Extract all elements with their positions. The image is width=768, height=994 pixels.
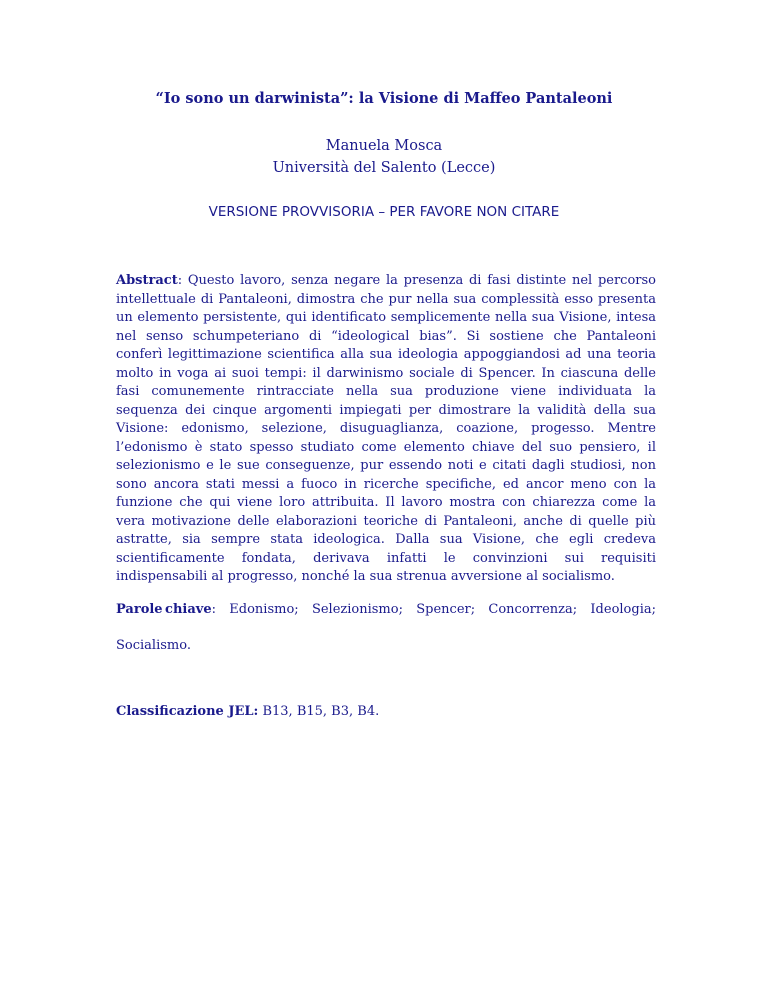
keyword-item: Edonismo; [229,602,299,617]
keywords [116,601,656,655]
draft-notice: VERSIONE PROVVISORIA – PER FAVORE NON CITARE [208,204,560,220]
jel-label: Classificazione JEL: [116,704,259,719]
keyword-item: Socialismo. [116,637,191,653]
jel-codes: B13, B15, B3, B4. [258,704,380,719]
keywords-label-word: chiave: [165,602,216,617]
keyword-item: Spencer; [416,602,476,617]
abstract-separator: : [177,273,188,288]
abstract-label: Abstract [116,273,178,288]
author-name: Manuela Mosca [325,138,443,154]
paper-title: “Io sono un darwinista”: la Visione di Maffeo Pantaleoni [155,90,613,107]
abstract-text: Questo lavoro, senza negare la presenza di fasi distinte nel percorso intellettuale di Pantaleoni, dimostra che pur nella sua complessità esso presenta un elemento persistente, qui identificato semplicemente nella sua Visione, intesa nel senso schumpeteriano di “ideological bias”. Si sostiene che Pantaleoni conferì legittimazione scientifica alla sua ideologia appoggiandosi ad una teoria molto in voga ai suoi tempi: il darwinismo sociale di Spencer. In ciascuna delle fasi comunemente rintracciate nella sua produzione viene individuata la sequenza dei cinque argomenti impiegati per dimostrare la validità della sua Visione: edonismo, selezione, disuguaglianza, coazione, progesso. Mentre l’edonismo è stato spesso studiato come elemento chiave del suo pensiero, il selezionismo e le sue conseguenze, pur essendo noti e citati dagli studiosi, non sono ancora stati messi a fuoco in ricerche specifiche, ed ancor meno con la funzione che qui viene loro attribuita. Il lavoro mostra con chiarezza come la vera motivazione delle elaborazioni teoriche di Pantaleoni, anche di quelle più astratte, sia sempre stata ideologica. Dalla sua Visione, che egli credeva scientificamente fondata, derivava infatti le convinzioni sui requisiti indispensabili al progresso, nonché la sua strenua avversione al socialismo. [116,273,656,584]
keywords-line [116,637,656,656]
abstract [116,272,656,587]
keywords-label [116,601,216,620]
keyword-item: Selezionismo; [311,602,403,617]
jel-classification [116,704,656,719]
keywords-label-word: Parole [116,602,163,617]
keyword-item: Ideologia; [590,602,656,617]
keyword-item: Concorrenza; [488,602,578,617]
author-affiliation: Università del Salento (Lecce) [272,160,496,176]
keywords-line [116,601,656,620]
